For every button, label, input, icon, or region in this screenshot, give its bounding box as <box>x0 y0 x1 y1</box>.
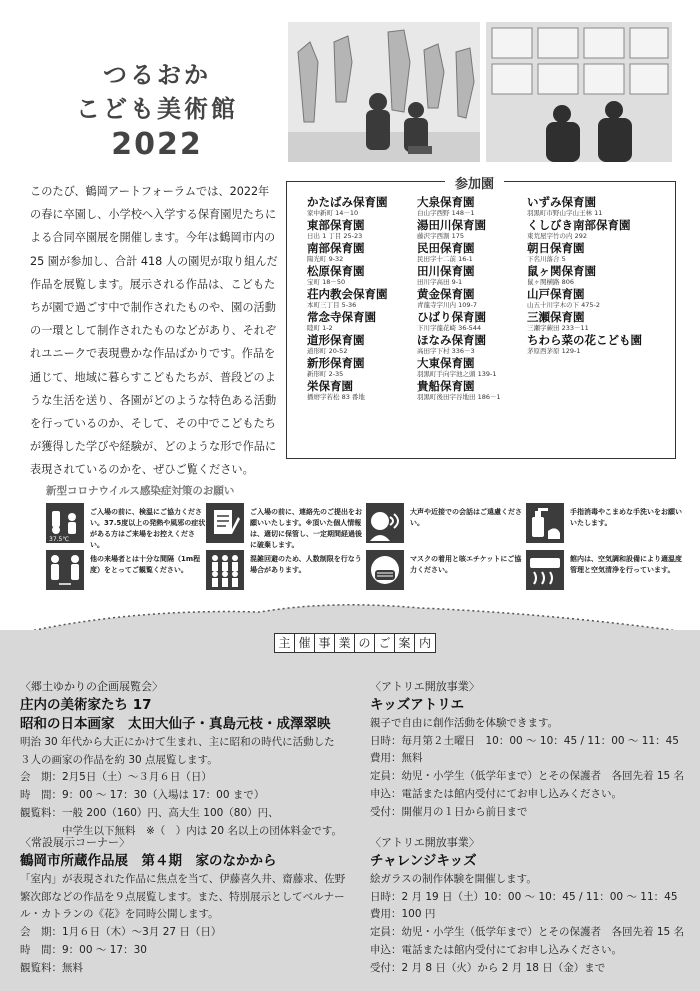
school-address: 陽光町 9-32 <box>307 255 344 263</box>
school-address: 下川字龍花崎 36-544 <box>417 324 482 332</box>
event-application: 申込：電話または館内受付にてお申し込みください。 <box>370 943 622 956</box>
event-capacity: 定員：幼児・小学生（低学年まで）とその保護者 各回先着 15 名 <box>370 926 685 939</box>
events-banner <box>274 633 436 653</box>
school-address: 家中新町 14－10 <box>307 209 359 217</box>
school-item <box>417 242 527 265</box>
school-item <box>307 265 415 288</box>
event-subtitle: 昭和の日本画家 太田大仙子・真島元枝・成澤翠映 <box>20 715 331 732</box>
schools-column-1 <box>307 196 415 403</box>
school-item <box>307 288 415 311</box>
event-fee: 費用：100 円 <box>370 908 436 921</box>
school-address: 羽黒町市野山字山王林 11 <box>527 209 603 217</box>
event-period: 会 期：1月６日（木）～3月 27 日（日） <box>20 926 222 939</box>
thermometer-icon <box>46 503 84 543</box>
notice-voice <box>366 503 526 549</box>
school-name: 黄金保育園 <box>417 287 475 301</box>
event-fee: 観覧料：一般 200（160）円、高大生 100（80）円、 <box>20 806 279 819</box>
school-address: 鼠ヶ関横路 806 <box>527 278 574 286</box>
school-item <box>307 334 415 357</box>
school-item <box>307 219 415 242</box>
school-address: 民田字十二前 16-1 <box>417 255 473 263</box>
school-name: 大泉保育園 <box>417 195 475 209</box>
notice-distance <box>46 550 206 596</box>
event-title: キッズアトリエ <box>370 696 464 713</box>
notice-crowd-limit <box>206 550 366 596</box>
crowd-icon <box>206 550 244 590</box>
school-address: 羽黒町後田字谷地田 186－1 <box>417 393 501 401</box>
banner-char: の <box>355 634 375 652</box>
notice-text: 他の来場者とは十分な間隔（1m程度）をとってご観覧ください。 <box>90 555 201 574</box>
event-regional-artists <box>20 678 360 841</box>
school-name: 栄保育園 <box>307 379 353 393</box>
banner-char: 催 <box>295 634 315 652</box>
event-category: 〈常設展示コーナー〉 <box>20 836 130 849</box>
event-reception: 受付：開催月の１日から前日まで <box>370 805 528 818</box>
event-date: 日時：2 月 19 日（土）10：00 ～ 10：45 / 11：00 ～ 11：45 <box>370 890 678 903</box>
event-description: ル・カトランの《花》を同時公開します。 <box>20 908 219 921</box>
event-description: 絵ガラスの制作体験を開催します。 <box>370 872 537 885</box>
school-address: 睦町 1-2 <box>307 324 333 332</box>
school-name: 田川保育園 <box>417 264 475 278</box>
schools-heading: 参加園 <box>445 173 504 192</box>
school-name: 道形保育園 <box>307 333 365 347</box>
event-description: 繁次郎などの作品を９点展覧します。また、特別展示としてベルナー <box>20 890 345 903</box>
event-category: 〈郷土ゆかりの企画展覧会〉 <box>20 680 163 693</box>
school-item <box>527 196 675 219</box>
event-reception: 受付：2 月 8 日（火）から 2 月 18 日（金）まで <box>370 961 606 974</box>
school-name: 東部保育園 <box>307 218 365 232</box>
sanitizer-icon <box>526 503 564 543</box>
event-description: 親子で自由に創作活動を体験できます。 <box>370 716 559 729</box>
banner-char: 事 <box>315 634 335 652</box>
school-name: 南部保育園 <box>307 241 365 255</box>
notice-temperature <box>46 503 206 549</box>
notice-text: ご入場の前に、連絡先のご提出をお願いいたします。※頂いた個人情報は、適切に保管し、一定期間経過後に破棄します。 <box>250 508 362 549</box>
school-address: 播磨字若松 83 番地 <box>307 393 365 401</box>
event-kids-atelier <box>370 678 690 822</box>
notice-text: ご入場の前に、検温にご協力ください。37.5度以上の発熱や風邪の症状がある方はご来場をお控えください。 <box>90 508 206 549</box>
school-name: 民田保育園 <box>417 241 475 255</box>
school-name: 三瀬保育園 <box>527 310 585 324</box>
event-category: 〈アトリエ開放事業〉 <box>370 680 480 693</box>
school-item <box>527 242 675 265</box>
event-title: チャレンジキッズ <box>370 852 477 869</box>
event-permanent-collection <box>20 834 360 978</box>
school-item <box>307 242 415 265</box>
school-address: 日出 1 丁目 25-23 <box>307 232 363 240</box>
event-category: 〈アトリエ開放事業〉 <box>370 836 480 849</box>
title-line-2: こども美術館 <box>76 95 238 123</box>
air-conditioner-icon <box>526 550 564 590</box>
schools-column-3 <box>527 196 675 357</box>
school-name: 山戸保育園 <box>527 287 585 301</box>
event-title: 鶴岡市所蔵作品展 第４期 家のなかから <box>20 852 277 869</box>
school-address: 茅原西茅原 129-1 <box>527 347 581 355</box>
school-item <box>417 196 527 219</box>
school-address: 藤沢字西割 175 <box>417 232 464 240</box>
school-name: くしびき南部保育園 <box>527 218 631 232</box>
banner-char: 主 <box>275 634 295 652</box>
school-item <box>417 357 527 380</box>
school-address: 白山字西野 148－1 <box>417 209 475 217</box>
school-item <box>527 334 675 357</box>
event-challenge-kids <box>370 834 690 978</box>
school-item <box>527 265 675 288</box>
school-name: 新形保育園 <box>307 356 365 370</box>
school-name: かたばみ保育園 <box>307 195 388 209</box>
event-description: 「室内」が表現された作品に焦点を当て、伊藤喜久井、齋藤求、佐野 <box>20 872 346 885</box>
form-writing-icon <box>206 503 244 543</box>
event-description: ３人の画家の作品を約 30 点展覧します。 <box>20 753 218 766</box>
notice-sanitize <box>526 503 686 549</box>
social-distance-icon <box>46 550 84 590</box>
school-address: 宝町 18－50 <box>307 278 346 286</box>
event-fee: 費用：無料 <box>370 752 423 765</box>
school-name: いずみ保育園 <box>527 195 596 209</box>
event-application: 申込：電話または館内受付にてお申し込みください。 <box>370 787 622 800</box>
event-fee: 観覧料：無料 <box>20 961 83 974</box>
notice-text: 混雑回避のため、人数制限を行なう場合があります。 <box>250 555 362 574</box>
school-address: 新形町 2-35 <box>307 370 344 378</box>
event-date: 日時：毎月第２土曜日 10：00 ～ 10：45 / 11：00 ～ 11：45 <box>370 734 679 747</box>
school-address: 東荒屋字竹の内 292 <box>527 232 587 240</box>
school-item <box>417 288 527 311</box>
mask-icon <box>366 550 404 590</box>
notice-ventilation <box>526 550 686 596</box>
school-name: 大東保育園 <box>417 356 475 370</box>
school-name: 湯田川保育園 <box>417 218 486 232</box>
notice-text: 手指消毒やこまめな手洗いをお願いいたします。 <box>570 508 682 527</box>
school-item <box>307 380 415 403</box>
school-item <box>417 380 527 403</box>
school-item <box>527 219 675 242</box>
exhibition-photo-drawings <box>486 22 672 162</box>
event-period: 会 期：2月5日（土）～３月６日（日） <box>20 771 212 784</box>
school-item <box>417 219 527 242</box>
title-year: 2022 <box>111 127 203 162</box>
school-item <box>307 311 415 334</box>
school-name: ちわら菜の花こども園 <box>527 333 642 347</box>
school-address: 三瀬字蕨田 233－11 <box>527 324 589 332</box>
participating-schools-box <box>286 177 676 459</box>
notice-contact <box>206 503 366 549</box>
notice-text: マスクの着用と咳エチケットにご協力ください。 <box>410 555 522 574</box>
school-item <box>417 311 527 334</box>
schools-column-2 <box>417 196 527 403</box>
event-description: 明治 30 年代から大正にかけて生まれ、主に昭和の時代に活動した <box>20 735 335 748</box>
event-hours: 時 間：9：00 ～ 17：30（入場は 17：00 まで） <box>20 789 265 802</box>
event-hours: 時 間：9：00 ～ 17：30 <box>20 943 147 956</box>
school-item <box>307 196 415 219</box>
school-item <box>307 357 415 380</box>
school-address: 羽黒町手向字池之頭 139-1 <box>417 370 497 378</box>
school-address: 青龍寺字川内 109-7 <box>417 301 477 309</box>
school-name: 朝日保育園 <box>527 241 585 255</box>
event-capacity: 定員：幼児・小学生（低学年まで）とその保護者 各回先着 15 名 <box>370 770 685 783</box>
banner-char: 業 <box>335 634 355 652</box>
school-item <box>417 265 527 288</box>
school-address: 本町三丁目 5-36 <box>307 301 357 309</box>
corona-notice-heading: 新型コロナウイルス感染症対策のお願い <box>46 485 235 497</box>
school-item <box>527 288 675 311</box>
banner-char: 案 <box>395 634 415 652</box>
school-name: 鼠ヶ関保育園 <box>527 264 596 278</box>
school-item <box>527 311 675 334</box>
school-address: 道形町 20-52 <box>307 347 348 355</box>
school-name: ほなみ保育園 <box>417 333 486 347</box>
title-line-1: つるおか <box>103 61 211 89</box>
notice-mask <box>366 550 526 596</box>
speaking-person-icon <box>366 503 404 543</box>
school-name: 貴船保育園 <box>417 379 475 393</box>
school-item <box>417 334 527 357</box>
event-title: 庄内の美術家たち 17 <box>20 696 152 713</box>
school-address: 下名川落合 5 <box>527 255 566 263</box>
school-address: 田川字高田 9-1 <box>417 278 463 286</box>
exhibition-photo-sculptures <box>288 22 480 162</box>
school-name: 荘内教会保育園 <box>307 287 388 301</box>
banner-char: 内 <box>418 636 431 650</box>
school-name: 常念寺保育園 <box>307 310 376 324</box>
notice-text: 大声や近接での会話はご遠慮ください。 <box>410 508 522 527</box>
page-title <box>72 58 242 164</box>
banner-char: ご <box>375 634 395 652</box>
school-address: 山五十川字木の下 475-2 <box>527 301 600 309</box>
school-address: 高田字下村 336－3 <box>417 347 475 355</box>
school-name: ひばり保育園 <box>417 310 486 324</box>
intro-paragraph: このたび、鶴岡アートフォーラムでは、2022年の春に卒園し、小学校へ入学する保育園児たちによる合同卒園展を開催します。今年は鶴岡市内の 25 園が参加し、合計 418 人の園児が取り組んだ作品を展覧します。展示される作品は、こどもたちが園で過ごす中で制作されたものや、園の活動の一環として制作されたものなどがあり、それぞれユニークで表現豊かな作品ばかりです。作品を通じて、地域に暮らすこどもたちが、普段どのような生活を送り、各園がどのような特色ある活動を行っているのか、そして、その中でこどもたちが獲得した学びや経験が、どのような形で作品に表現されているのかを、ぜひご覧ください。 <box>30 185 278 477</box>
notice-text: 館内は、空気調和設備により適温度管理と空気清浄を行っています。 <box>570 555 682 574</box>
event-fee: 中学生以下無料 ※（ ）内は 20 名以上の団体料金です。 <box>20 824 342 837</box>
temperature-label: 37.5℃ <box>49 536 70 543</box>
school-name: 松原保育園 <box>307 264 365 278</box>
